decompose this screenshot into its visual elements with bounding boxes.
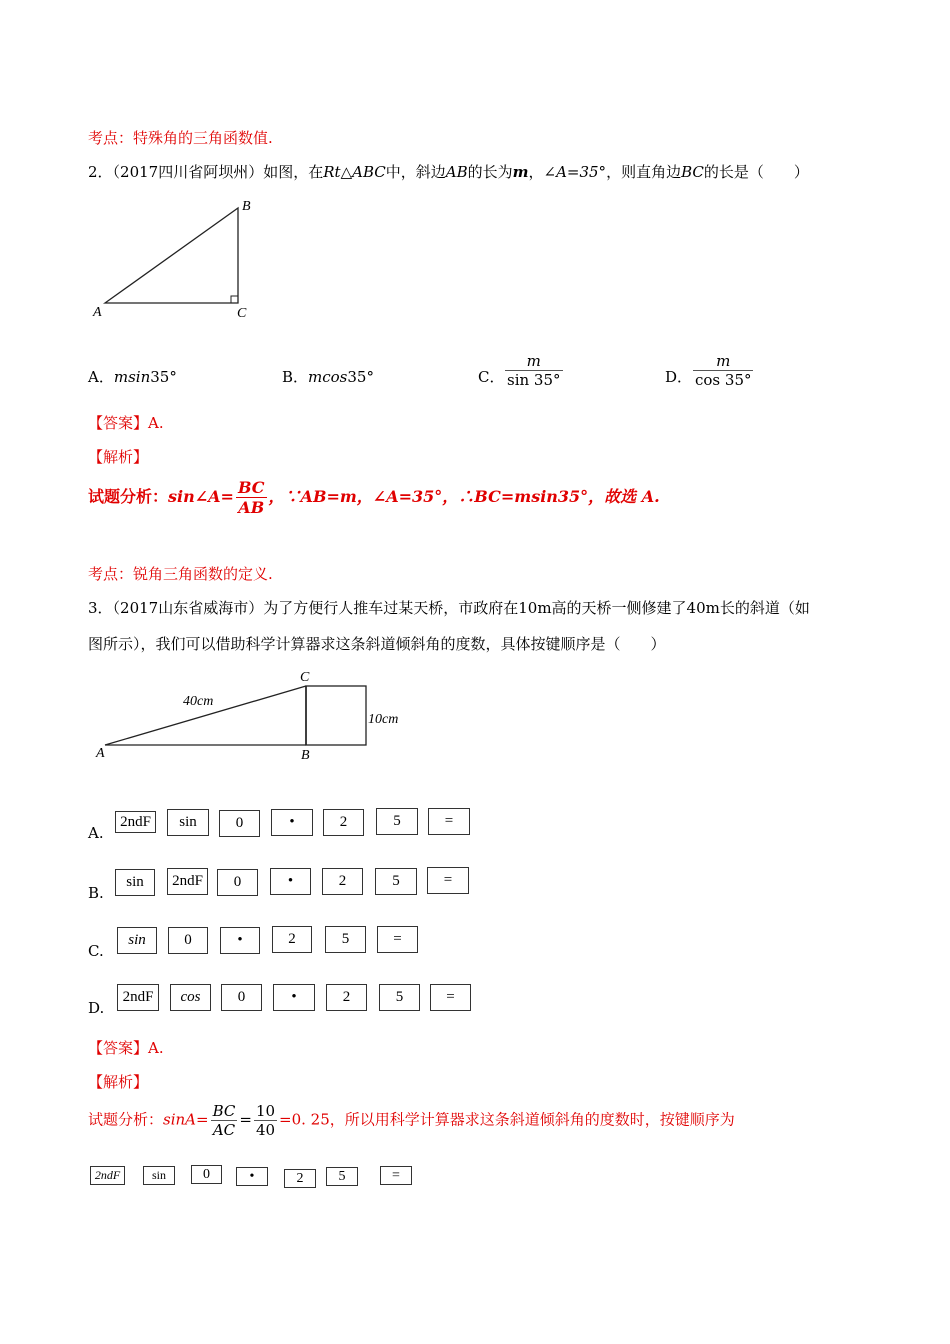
key-0: 0 <box>219 810 260 837</box>
key-2ndf: 2ndF <box>90 1166 125 1185</box>
key-dot: • <box>271 809 313 836</box>
key-5: 5 <box>326 1167 358 1186</box>
key-sin: sin <box>143 1166 175 1185</box>
q2-stem-b: 中，斜边 <box>385 163 446 181</box>
frac-den: cos 35° <box>695 371 752 389</box>
frac-num: 10 <box>255 1102 276 1120</box>
q2-option-c-fraction <box>505 352 563 389</box>
key-sin: sin <box>167 809 209 836</box>
option-deg: 35° <box>150 368 177 386</box>
triangle-abc <box>105 208 238 303</box>
key-2ndf: 2ndF <box>117 984 159 1011</box>
q3-answer: 【答案】A. <box>88 1039 164 1057</box>
key-2ndf: 2ndF <box>167 868 208 895</box>
q3-stem-line2: 图所示），我们可以借助科学计算器求这条斜道倾斜角的度数，具体按键顺序是（ ） <box>88 635 666 653</box>
right-angle-mark <box>231 296 238 303</box>
kaodian-1: 考点：特殊角的三角函数值. <box>88 129 273 147</box>
q2-option-d-label: D． <box>665 368 693 386</box>
vertex-c-label: C <box>300 670 310 685</box>
vertex-a-label: A <box>93 305 102 320</box>
q2-answer: 【答案】A. <box>88 414 164 432</box>
key-equals: = <box>380 1166 412 1185</box>
frac-num: BC <box>212 1102 236 1120</box>
key-5: 5 <box>379 984 420 1011</box>
q2-stem-f: 的长是（ ） <box>703 163 809 181</box>
q2-triangle-figure <box>90 195 260 325</box>
key-dot: • <box>236 1167 268 1186</box>
vertex-a-label: A <box>96 746 105 761</box>
option-func: mcos <box>308 368 348 386</box>
frac-den: AC <box>211 1120 238 1139</box>
vertex-b-label: B <box>242 199 251 214</box>
key-2: 2 <box>272 926 312 953</box>
key-0: 0 <box>191 1165 222 1184</box>
q3-analysis: 试题分析：sinA= $\frac{BC}{AC}$ = $\frac{10}{40}$ =0. 25，所以用科学计算器求这条斜道倾斜角的度数时，按键顺序为 <box>88 1102 735 1139</box>
q3-ramp-figure <box>88 665 418 770</box>
key-2: 2 <box>323 809 364 836</box>
q3-analysis-title: 【解析】 <box>88 1073 149 1091</box>
q2-m: m <box>512 163 529 181</box>
analysis-rest: ，∵AB=m，∠A=35°，∴BC=msin35°，故选 A. <box>268 487 660 506</box>
frac-den: AB <box>236 497 267 517</box>
key-5: 5 <box>375 868 417 895</box>
key-dot: • <box>220 927 260 954</box>
q2-option-d-fraction <box>693 352 753 389</box>
option-func: msin <box>113 368 151 386</box>
key-2: 2 <box>284 1169 316 1188</box>
q3-option-d-label: D. <box>88 999 105 1017</box>
key-equals: = <box>377 926 418 953</box>
analysis-sin: sin∠A= <box>168 487 234 506</box>
q2-stem <box>88 161 809 182</box>
q2-stem-d: ，∠ <box>528 163 557 181</box>
q2-option-c-label: C． <box>478 368 505 386</box>
frac-num: m <box>716 352 731 370</box>
analysis-rest: =0. 25，所以用科学计算器求这条斜道倾斜角的度数时，按键顺序为 <box>279 1110 735 1129</box>
option-deg: 35° <box>347 368 374 386</box>
q2-stem-a: 如图，在 <box>263 163 324 181</box>
q2-number: 2． <box>88 163 113 181</box>
q3-stem-line1 <box>88 597 810 618</box>
q3-source: （2017山东省威海市） <box>112 599 264 617</box>
key-equals: = <box>430 984 471 1011</box>
key-2ndf: 2ndF <box>115 811 156 833</box>
q2-rt-abc: Rt△ABC <box>323 163 386 181</box>
q2-option-b <box>282 366 374 387</box>
key-2: 2 <box>326 984 367 1011</box>
key-dot: • <box>273 984 315 1011</box>
q2-analysis-title: 【解析】 <box>88 448 149 466</box>
q3-option-b-label: B. <box>88 884 104 902</box>
key-cos: cos <box>170 984 211 1011</box>
frac-num: m <box>526 352 541 370</box>
analysis-prefix: 试题分析： <box>88 1110 164 1129</box>
key-0: 0 <box>221 984 262 1011</box>
q3-number: 3． <box>88 599 113 617</box>
q2-option-a <box>88 366 177 387</box>
key-dot: • <box>270 868 311 895</box>
vertex-c-label: C <box>237 306 247 321</box>
frac-num: BC <box>237 478 265 497</box>
key-0: 0 <box>168 927 208 954</box>
q2-stem-c: 的长为 <box>467 163 513 181</box>
key-0: 0 <box>217 869 258 896</box>
key-5: 5 <box>325 926 366 953</box>
key-sin: sin <box>117 927 157 954</box>
q2-source: （2017四川省阿坝州） <box>112 163 264 181</box>
height-label: 10cm <box>368 712 399 727</box>
q2-ab: AB <box>445 163 468 181</box>
key-equals: = <box>428 808 470 835</box>
frac-den: 40 <box>255 1121 276 1139</box>
q3-option-a-label: A. <box>88 824 104 842</box>
analysis-prefix: 试题分析： <box>88 487 169 506</box>
key-5: 5 <box>376 808 418 835</box>
q2-bc: BC <box>681 163 704 181</box>
key-2: 2 <box>322 868 363 895</box>
key-sin: sin <box>115 869 155 896</box>
hypotenuse-label: 40cm <box>183 694 214 709</box>
q2-analysis <box>88 478 660 517</box>
option-label: A． <box>88 368 114 386</box>
option-label: B． <box>282 368 309 386</box>
analysis-sin: sinA= <box>163 1110 209 1129</box>
kaodian-2: 考点：锐角三角函数的定义. <box>88 565 273 583</box>
q2-angle: A=35° <box>556 163 607 181</box>
vertex-b-label: B <box>301 748 310 763</box>
q3-option-c-label: C. <box>88 942 104 960</box>
frac-den: sin 35° <box>507 371 561 389</box>
q2-stem-e: ，则直角边 <box>606 163 682 181</box>
key-equals: = <box>427 867 469 894</box>
q3-stem-text: 为了方便行人推车过某天桥，市政府在10m高的天桥一侧修建了40m长的斜道（如 <box>263 599 810 617</box>
